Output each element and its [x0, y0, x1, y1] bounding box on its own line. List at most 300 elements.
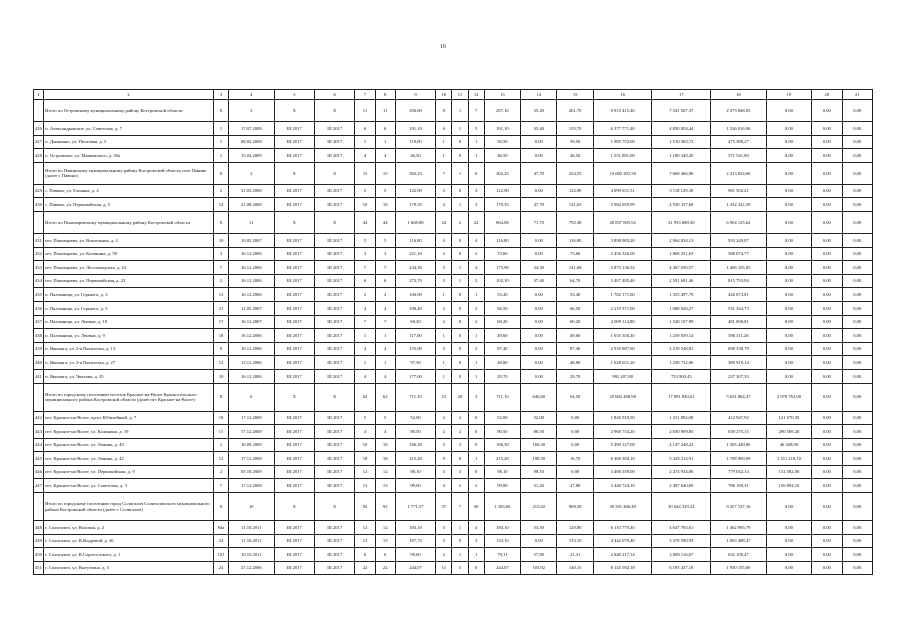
- table-cell: 0,00: [842, 288, 873, 302]
- table-cell: 37,40: [521, 274, 557, 288]
- table-cell: 14: [213, 198, 228, 212]
- table-cell: 2 413 824,60: [711, 162, 767, 184]
- table-cell: 0: [452, 342, 468, 356]
- table-cell: 1: [355, 135, 375, 149]
- table-cell: 481 006,81: [711, 315, 767, 329]
- table-cell: 0,00: [521, 329, 557, 343]
- table-cell: 0,00: [812, 162, 842, 184]
- table-cell: 12: [375, 465, 395, 479]
- table-cell: 2: [436, 411, 452, 425]
- table-cell: 0,00: [812, 329, 842, 343]
- table-row: [34, 149, 873, 163]
- table-row: [34, 369, 873, 383]
- table-cell: III 2017: [274, 411, 314, 425]
- table-cell: 3: [452, 438, 468, 452]
- address-cell: Итого по Поназыревскому муниципальному району Костромской области: [44, 211, 214, 233]
- table-cell: 2: [452, 411, 468, 425]
- table-cell: 6: [375, 548, 395, 562]
- table-cell: 48,80: [557, 356, 593, 370]
- table-cell: 0,00: [521, 369, 557, 383]
- table-cell: 183,10: [484, 521, 520, 535]
- table-cell: 2: [468, 301, 484, 315]
- table-cell: 156 894,10: [766, 479, 811, 493]
- table-cell: 3: [436, 465, 452, 479]
- table-cell: 475 389,27: [711, 135, 767, 149]
- table-cell: 11: [375, 100, 395, 122]
- table-cell: III 2017: [314, 184, 354, 198]
- table-cell: 13.12.2006: [229, 356, 274, 370]
- table-cell: 0,00: [842, 383, 873, 411]
- table-cell: 10.10.2011: [229, 548, 274, 562]
- table-cell: 4 147 248,22: [652, 438, 711, 452]
- table-cell: 8: [436, 100, 452, 122]
- table-cell: 5 873 136,52: [593, 261, 652, 275]
- table-cell: 1 259 039,14: [652, 329, 711, 343]
- table-cell: 17.12.2008: [229, 452, 274, 466]
- table-cell: 16.12.2007: [229, 315, 274, 329]
- table-cell: 80,50: [484, 425, 520, 439]
- housing-program-table: [33, 89, 873, 575]
- address-cell: пгт. Поназырево, ул. Первомайская, д. 22: [44, 274, 214, 288]
- table-cell: 51,20: [521, 479, 557, 493]
- table-cell: 433: [34, 261, 44, 275]
- table-cell: 0,00: [521, 534, 557, 548]
- table-cell: 18: [375, 452, 395, 466]
- table-cell: 10: [375, 198, 395, 212]
- table-cell: 17.12.2008: [229, 479, 274, 493]
- table-cell: 7: [355, 315, 375, 329]
- address-cell: Итого по городскому поселению город Солигалич Солигаличского муниципального района Костромской области (далее г. Солигалич): [44, 493, 214, 521]
- table-cell: 5 631 864,47: [711, 383, 767, 411]
- column-number: 15: [557, 90, 593, 100]
- table-cell: 1 462 995,79: [711, 521, 767, 535]
- table-row: [34, 356, 873, 370]
- table-cell: 215,20: [484, 452, 520, 466]
- table-cell: 0,00: [557, 438, 593, 452]
- table-cell: 632 100,47: [711, 548, 767, 562]
- table-cell: 15.04.2009: [229, 149, 274, 163]
- table-cell: 35,40: [521, 122, 557, 136]
- table-cell: 29,70: [484, 369, 520, 383]
- table-cell: 1 771,57: [395, 493, 435, 521]
- table-cell: 2: [452, 425, 468, 439]
- address-cell: п. Островское, ул. Маяковского, д. 30а: [44, 149, 214, 163]
- table-cell: X: [274, 493, 314, 521]
- table-cell: 0: [468, 411, 484, 425]
- table-cell: 11.10.2011: [229, 521, 274, 535]
- table-cell: 450: [34, 548, 44, 562]
- table-cell: 6 195 437,18: [652, 561, 711, 575]
- table-cell: 12: [355, 465, 375, 479]
- table-cell: 1: [468, 356, 484, 370]
- table-cell: III 2017: [314, 411, 354, 425]
- table-cell: 1 551 891,00: [593, 149, 652, 163]
- table-cell: 13: [355, 534, 375, 548]
- table-cell: 991 207,80: [593, 369, 652, 383]
- table-cell: 0,00: [766, 493, 811, 521]
- table-cell: 0,00: [842, 425, 873, 439]
- table-cell: III 2017: [314, 315, 354, 329]
- table-cell: III 2017: [314, 261, 354, 275]
- table-cell: 7 541 567,37: [652, 100, 711, 122]
- table-cell: 187,72: [395, 534, 435, 548]
- table-cell: 11.10.2011: [229, 534, 274, 548]
- table-row: [34, 274, 873, 288]
- table-cell: 12: [213, 356, 228, 370]
- table-cell: 7: [355, 261, 375, 275]
- table-cell: 17 891 840,61: [652, 383, 711, 411]
- table-cell: 47,70: [521, 162, 557, 184]
- table-cell: 1 868 251,63: [652, 247, 711, 261]
- table-cell: 2 218 548,81: [652, 342, 711, 356]
- table-cell: 4: [468, 261, 484, 275]
- table-cell: 1 180 349,20: [652, 149, 711, 163]
- table-cell: 429: [34, 184, 44, 198]
- table-cell: III 2017: [314, 561, 354, 575]
- table-cell: III 2017: [274, 274, 314, 288]
- column-number: 14: [521, 90, 557, 100]
- subtotal-row: [34, 383, 873, 411]
- table-cell: 711,10: [395, 383, 435, 411]
- table-cell: 11: [229, 211, 274, 233]
- table-cell: 71,70: [521, 211, 557, 233]
- table-cell: X: [213, 211, 228, 233]
- table-cell: 9 457 137,16: [711, 493, 767, 521]
- table-cell: 5: [436, 261, 452, 275]
- table-cell: 815 793,94: [711, 274, 767, 288]
- table-cell: 2: [452, 479, 468, 493]
- table-cell: 0,00: [766, 247, 811, 261]
- table-cell: X: [274, 162, 314, 184]
- table-cell: 0,00: [521, 135, 557, 149]
- table-row: [34, 548, 873, 562]
- table-cell: 4: [436, 233, 452, 247]
- table-row: [34, 521, 873, 535]
- table-cell: 779 042,14: [711, 465, 767, 479]
- table-cell: 5: [375, 411, 395, 425]
- table-cell: 3: [355, 247, 375, 261]
- table-cell: 426 673,81: [711, 288, 767, 302]
- table-cell: 0: [452, 233, 468, 247]
- table-cell: 0: [452, 301, 468, 315]
- table-cell: 155,70: [557, 122, 593, 136]
- table-cell: 6: [468, 162, 484, 184]
- address-cell: пгт. Красное-на-Волге, ул. Ленина, д. 42: [44, 452, 214, 466]
- table-cell: 588 074,77: [711, 247, 767, 261]
- table-cell: 2 591 691,46: [652, 274, 711, 288]
- table-cell: 2 078 763,90: [766, 383, 811, 411]
- table-cell: 0,00: [842, 548, 873, 562]
- table-cell: 215,20: [395, 452, 435, 466]
- table-cell: 3: [468, 534, 484, 548]
- table-cell: 0: [452, 329, 468, 343]
- table-cell: III 2017: [314, 465, 354, 479]
- table-cell: 3 440 724,10: [593, 479, 652, 493]
- table-cell: 4 467 030,57: [652, 261, 711, 275]
- table-cell: 1 628 651,20: [593, 356, 652, 370]
- table-cell: 448: [34, 521, 44, 535]
- table-cell: 198,50: [521, 452, 557, 466]
- table-cell: 0,00: [842, 315, 873, 329]
- address-cell: п. Александровское, ул. Советская, д. 7: [44, 122, 214, 136]
- table-cell: 0,00: [842, 301, 873, 315]
- table-cell: 0,00: [812, 135, 842, 149]
- table-cell: 261,70: [557, 100, 593, 122]
- address-cell: г. Солигалич, ул. В.Водровой, д. 36: [44, 534, 214, 548]
- table-cell: 446: [34, 465, 44, 479]
- table-cell: III 2017: [274, 561, 314, 575]
- table-cell: 2: [213, 274, 228, 288]
- table-cell: 9: [436, 452, 452, 466]
- table-cell: X: [213, 100, 228, 122]
- address-cell: г. Солигалич, ул. Валовая, д. 2: [44, 521, 214, 535]
- table-cell: 8 469 394,10: [593, 452, 652, 466]
- table-cell: 0,00: [812, 521, 842, 535]
- table-cell: 4: [355, 149, 375, 163]
- table-cell: 18: [355, 452, 375, 466]
- table-cell: 24: [436, 211, 452, 233]
- table-cell: 98,10: [521, 465, 557, 479]
- table-cell: 0,00: [842, 122, 873, 136]
- address-cell: Итого по Павинскому муниципальному району Костромской области селе Павино (далее с Павино): [44, 162, 214, 184]
- table-cell: 3: [213, 247, 228, 261]
- table-cell: 1: [213, 149, 228, 163]
- table-cell: 4: [375, 342, 395, 356]
- table-cell: 1 526 916,96: [711, 122, 767, 136]
- table-cell: 1: [452, 198, 468, 212]
- table-cell: 4: [375, 149, 395, 163]
- table-cell: 62: [375, 383, 395, 411]
- table-cell: 11: [213, 425, 228, 439]
- table-cell: 4: [375, 425, 395, 439]
- table-cell: 0: [468, 465, 484, 479]
- table-cell: 3: [436, 274, 452, 288]
- table-cell: 10 082 291,50: [593, 162, 652, 184]
- table-cell: 0,00: [812, 425, 842, 439]
- table-cell: 1 655 350,40: [593, 329, 652, 343]
- table-cell: 4: [355, 342, 375, 356]
- table-cell: 116,80: [395, 233, 435, 247]
- table-cell: 0,00: [766, 329, 811, 343]
- table-cell: X: [314, 211, 354, 233]
- table-cell: 119,00: [395, 135, 435, 149]
- table-cell: 244,07: [395, 561, 435, 575]
- table-cell: 7: [468, 100, 484, 122]
- table-cell: 1 845 910,50: [593, 411, 652, 425]
- table-cell: 22: [375, 561, 395, 575]
- table-cell: 64,50: [557, 383, 593, 411]
- column-number: 7: [355, 90, 375, 100]
- table-cell: 1 238 732,06: [652, 356, 711, 370]
- table-cell: 08.02.2008: [229, 135, 274, 149]
- table-cell: 12: [355, 521, 375, 535]
- table-cell: 0: [452, 534, 468, 548]
- column-number: 18: [711, 90, 767, 100]
- table-row: [34, 198, 873, 212]
- table-row: [34, 135, 873, 149]
- table-cell: 121 070,50: [766, 411, 811, 425]
- table-cell: 0,00: [766, 135, 811, 149]
- table-cell: 6: [355, 274, 375, 288]
- table-cell: 1 305 440,86: [711, 438, 767, 452]
- table-cell: 16.12.2006: [229, 261, 274, 275]
- table-cell: 0,00: [766, 100, 811, 122]
- table-cell: 92: [355, 493, 375, 521]
- table-cell: III 2017: [314, 247, 354, 261]
- table-cell: 12.05.2007: [229, 301, 274, 315]
- table-cell: 7: [375, 315, 395, 329]
- table-cell: III 2017: [274, 534, 314, 548]
- table-cell: 0,00: [766, 211, 811, 233]
- table-cell: 0,00: [521, 247, 557, 261]
- table-cell: III 2017: [274, 465, 314, 479]
- table-cell: 0: [452, 247, 468, 261]
- table-cell: 531 344,73: [711, 301, 767, 315]
- column-number: 21: [842, 90, 873, 100]
- table-cell: 0,00: [842, 465, 873, 479]
- table-cell: III 2017: [314, 274, 354, 288]
- table-cell: 0,00: [842, 438, 873, 452]
- table-cell: 17.07.2008: [229, 122, 274, 136]
- table-cell: 2 497 640,69: [652, 479, 711, 493]
- table-cell: III 2017: [274, 261, 314, 275]
- table-cell: 175,98: [484, 261, 520, 275]
- table-cell: 1 528 107,99: [652, 315, 711, 329]
- table-cell: 1 950 155,00: [711, 561, 767, 575]
- table-cell: 3: [468, 184, 484, 198]
- table-cell: 0: [452, 315, 468, 329]
- table-cell: 0,00: [521, 288, 557, 302]
- table-cell: 7: [436, 162, 452, 184]
- table-cell: 933 249,07: [711, 233, 767, 247]
- table-cell: 16.12.2006: [229, 342, 274, 356]
- table-cell: III 2017: [274, 438, 314, 452]
- table-cell: X: [213, 493, 228, 521]
- table-cell: 0,00: [766, 162, 811, 184]
- table-cell: 0,00: [842, 100, 873, 122]
- table-cell: 17: [213, 315, 228, 329]
- table-cell: 152 582,00: [766, 465, 811, 479]
- address-cell: п. Якшанга, ул. Чкалова, д. 35: [44, 369, 214, 383]
- table-cell: 6: [375, 274, 395, 288]
- table-cell: 3 898 083,20: [593, 233, 652, 247]
- table-cell: 0,00: [812, 465, 842, 479]
- table-cell: 49,60: [484, 329, 520, 343]
- table-cell: 59,50: [557, 135, 593, 149]
- table-cell: 0,00: [812, 342, 842, 356]
- address-cell: п. Паломница, ул. Ленина, д. 10: [44, 315, 214, 329]
- table-cell: 0,00: [766, 521, 811, 535]
- table-cell: 10: [375, 438, 395, 452]
- address-cell: п. Паломница, ул. Горького, д. 3: [44, 288, 214, 302]
- table-cell: 2: [468, 479, 484, 493]
- table-cell: 0,00: [812, 149, 842, 163]
- table-cell: 10: [213, 233, 228, 247]
- table-cell: 0,00: [842, 149, 873, 163]
- subtotal-row: [34, 162, 873, 184]
- table-cell: 3: [468, 198, 484, 212]
- table-cell: [34, 383, 44, 411]
- table-row: [34, 534, 873, 548]
- table-cell: 438: [34, 329, 44, 343]
- table-cell: 3: [229, 100, 274, 122]
- table-cell: III 2017: [314, 356, 354, 370]
- column-number: 12: [468, 90, 484, 100]
- table-cell: 16.12.2006: [229, 274, 274, 288]
- table-cell: 4 099 631,51: [593, 184, 652, 198]
- table-cell: 0,00: [842, 479, 873, 493]
- table-cell: 968,58: [557, 493, 593, 521]
- table-cell: 2 030 909,85: [652, 425, 711, 439]
- table-cell: III 2017: [274, 356, 314, 370]
- table-cell: 0,00: [557, 465, 593, 479]
- address-cell: п. Якшанга, ул. 2-я Пятилетка, д. 27: [44, 356, 214, 370]
- table-cell: 1 510 363,73: [652, 135, 711, 149]
- table-cell: 0: [468, 438, 484, 452]
- table-cell: 0,00: [812, 383, 842, 411]
- table-cell: X: [314, 162, 354, 184]
- table-cell: 11: [355, 100, 375, 122]
- table-cell: 0,00: [812, 561, 842, 575]
- table-cell: 13: [213, 288, 228, 302]
- table-cell: 108,40: [395, 301, 435, 315]
- table-cell: 6: [436, 122, 452, 136]
- table-cell: 166,30: [395, 438, 435, 452]
- table-cell: 52,00: [395, 411, 435, 425]
- table-cell: 711,10: [484, 383, 520, 411]
- table-cell: 16.12.2006: [229, 329, 274, 343]
- table-cell: 0,00: [842, 521, 873, 535]
- table-cell: 20: [452, 383, 468, 411]
- table-cell: 3 406 559,00: [593, 465, 652, 479]
- table-cell: 1: [452, 162, 468, 184]
- table-cell: 0: [452, 149, 468, 163]
- table-cell: X: [213, 162, 228, 184]
- table-cell: 4: [355, 425, 375, 439]
- table-cell: 786 189,31: [711, 479, 767, 493]
- address-cell: пгт. Красное-на-Волге, ул. Калинина, д. 19: [44, 425, 214, 439]
- table-cell: 05.10.2009: [229, 465, 274, 479]
- table-cell: 4 850 854,44: [652, 122, 711, 136]
- table-cell: 290 569,20: [766, 425, 811, 439]
- table-row: [34, 465, 873, 479]
- table-cell: 16.12.2006: [229, 288, 274, 302]
- table-cell: 0: [452, 356, 468, 370]
- table-cell: 22: [355, 561, 375, 575]
- table-cell: 0,00: [842, 356, 873, 370]
- table-row: [34, 561, 873, 575]
- table-cell: 0,00: [842, 184, 873, 198]
- table-cell: 52,00: [484, 411, 520, 425]
- table-cell: 3 118 129,30: [652, 184, 711, 198]
- table-cell: 4: [436, 198, 452, 212]
- table-cell: 117,00: [395, 329, 435, 343]
- table-cell: 84а: [213, 521, 228, 535]
- table-row: [34, 247, 873, 261]
- table-cell: 0,00: [521, 315, 557, 329]
- table-cell: III 2017: [274, 425, 314, 439]
- address-cell: пгт. Поназырево, ул. Вокзальная, д. 2: [44, 233, 214, 247]
- table-cell: 13: [375, 479, 395, 493]
- table-cell: 1: [355, 329, 375, 343]
- table-cell: 99,00: [395, 479, 435, 493]
- table-cell: 103,92: [521, 561, 557, 575]
- table-cell: 2: [436, 548, 452, 562]
- table-cell: 5: [355, 411, 375, 425]
- table-cell: III 2017: [314, 301, 354, 315]
- table-cell: 0,00: [521, 356, 557, 370]
- table-cell: 122,90: [395, 184, 435, 198]
